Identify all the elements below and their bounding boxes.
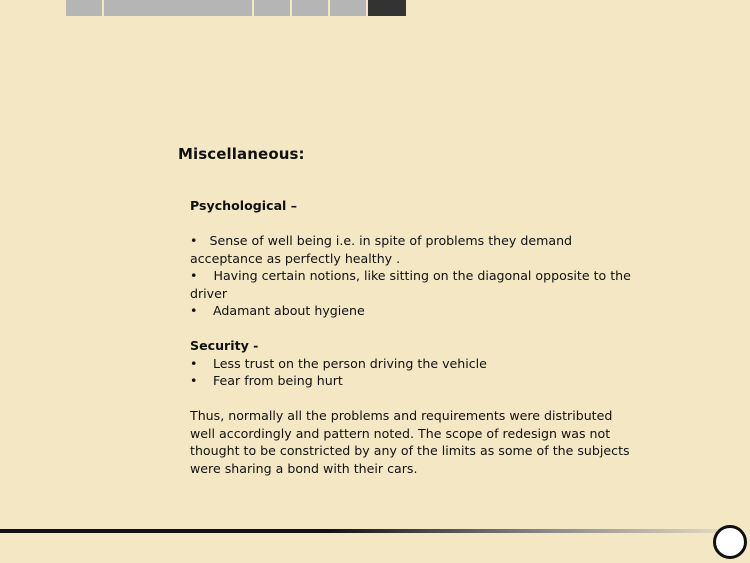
security-item-1: Less trust on the person driving the vehicle [213,355,487,371]
psych-bullet-2 [190,267,640,302]
psych-item-2: Having certain notions, like sitting on the diagonal opposite to the driver [190,268,631,301]
slide-body [190,197,640,477]
bullet-icon: • [190,355,198,371]
psych-bullet-3 [190,302,640,320]
nav-segment-3[interactable] [254,0,290,16]
security-bullet-2 [190,372,640,390]
psych-item-1: Sense of well being i.e. in spite of problems they demand acceptance as perfectly healthy . [190,233,573,266]
footer-divider [0,529,728,533]
security-bullet-1 [190,355,640,373]
nav-segment-5[interactable] [330,0,366,16]
nav-segment-2[interactable] [104,0,252,16]
bullet-icon: • [190,233,198,248]
conclusion-paragraph: Thus, normally all the problems and requirements were distributed well accordingly and pattern noted. The scope of redesign was not thought to be constricted by any of the limits as some of the subjects were sharing a bond with their cars. [190,408,630,476]
psych-item-3: Adamant about hygiene [213,303,365,318]
nav-segment-1[interactable] [66,0,102,16]
bullet-icon: • [190,268,198,283]
security-item-2: Fear from being hurt [213,373,343,388]
bullet-icon: • [190,303,198,318]
security-heading: Security - [190,338,259,353]
bullet-icon: • [190,373,198,388]
psych-bullet-1 [190,232,640,267]
psychological-heading: Psychological – [190,198,298,213]
slide-navigation-bar [66,0,406,16]
circle-icon[interactable] [713,525,747,559]
nav-segment-4[interactable] [292,0,328,16]
nav-segment-active[interactable] [368,0,406,16]
slide-title: Miscellaneous: [178,145,305,163]
